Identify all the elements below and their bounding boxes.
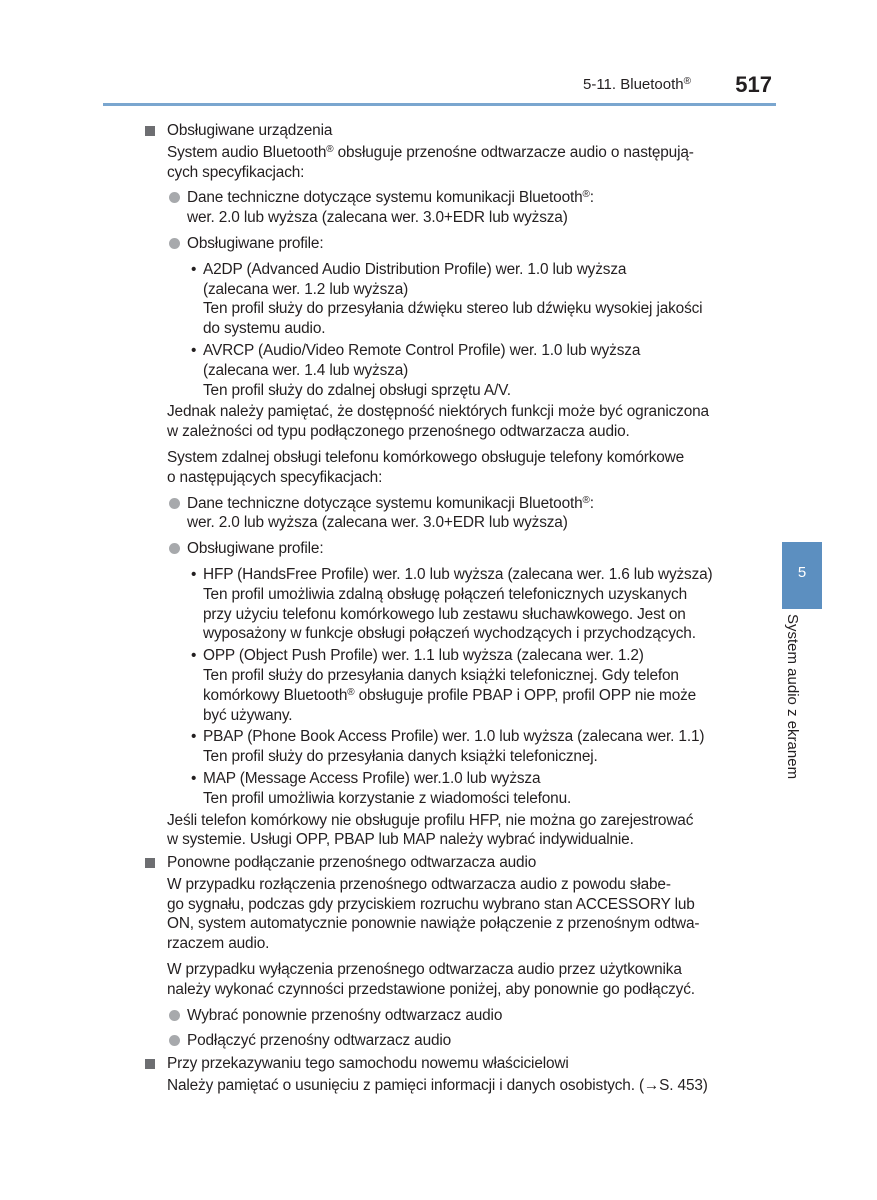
circle-bullet-icon bbox=[169, 1010, 180, 1021]
text-line: Ten profil umożliwia korzystanie z wiadomości telefonu. bbox=[203, 789, 572, 807]
sub-bullet-icon: • bbox=[191, 341, 197, 359]
list-item bbox=[145, 1006, 765, 1026]
sub-list-item bbox=[145, 341, 765, 400]
text-line: Ten profil umożliwia zdalną obsługę połączeń telefonicznych uzyskanych bbox=[203, 585, 687, 603]
list-item bbox=[145, 188, 765, 228]
page-content bbox=[145, 118, 765, 1096]
square-bullet-icon bbox=[145, 858, 155, 868]
text-line: Jeśli telefon komórkowy nie obsługuje profilu HFP, nie można go zarejestrować bbox=[167, 811, 694, 829]
text-line: wer. 2.0 lub wyższa (zalecana wer. 3.0+EDR lub wyższa) bbox=[187, 514, 568, 532]
text-line: Ten profil służy do zdalnej obsługi sprzętu A/V. bbox=[203, 381, 511, 399]
text-line: Ten profil służy do przesyłania danych książki telefonicznej. bbox=[203, 748, 598, 766]
square-bullet-icon bbox=[145, 126, 155, 136]
text-line: W przypadku wyłączenia przenośnego odtwarzacza audio przez użytkownika bbox=[167, 961, 682, 979]
text-line: AVRCP (Audio/Video Remote Control Profile) wer. 1.0 lub wyższa bbox=[203, 341, 641, 359]
sub-list-item bbox=[145, 565, 765, 644]
circle-bullet-icon bbox=[169, 1035, 180, 1046]
section-heading bbox=[145, 121, 765, 141]
paragraph bbox=[145, 811, 765, 851]
sub-list-item bbox=[145, 727, 765, 767]
text-line: (zalecana wer. 1.2 lub wyższa) bbox=[203, 280, 409, 298]
registered-mark: ® bbox=[582, 189, 590, 201]
sub-bullet-icon: • bbox=[191, 728, 197, 746]
text-line: Ten profil służy do przesyłania danych książki telefonicznej. Gdy telefon bbox=[203, 666, 679, 684]
text-line: Wybrać ponownie przenośny odtwarzacz audio bbox=[187, 1006, 503, 1024]
text-line: obsługuje przenośne odtwarzacze audio o następują- bbox=[333, 143, 694, 161]
text-line: System zdalnej obsługi telefonu komórkowego obsługuje telefony komórkowe bbox=[167, 448, 685, 466]
list-item bbox=[145, 539, 765, 559]
sub-list-item bbox=[145, 769, 765, 809]
text-line: wyposażony w funkcje obsługi połączeń wychodzących i przychodzących. bbox=[203, 625, 696, 643]
section-heading bbox=[145, 1054, 765, 1074]
text-line: w systemie. Usługi OPP, PBAP lub MAP należy wybrać indywidualnie. bbox=[167, 831, 634, 849]
text-line: Dane techniczne dotyczące systemu komunikacji Bluetooth bbox=[187, 494, 583, 512]
circle-bullet-icon bbox=[169, 543, 180, 554]
text-line: komórkowy Bluetooth bbox=[203, 686, 348, 704]
text-line: A2DP (Advanced Audio Distribution Profile) wer. 1.0 lub wyższa bbox=[203, 260, 627, 278]
text-line: rzaczem audio. bbox=[167, 935, 270, 953]
paragraph bbox=[145, 960, 765, 1000]
text-line: wer. 2.0 lub wyższa (zalecana wer. 3.0+EDR lub wyższa) bbox=[187, 209, 568, 227]
square-bullet-icon bbox=[145, 1059, 155, 1069]
chapter-title: System audio z ekranem bbox=[784, 614, 801, 780]
registered-mark: ® bbox=[683, 76, 691, 87]
registered-mark: ® bbox=[347, 686, 355, 698]
page-number: 517 bbox=[735, 72, 772, 97]
text-line: być używany. bbox=[203, 706, 293, 724]
running-header bbox=[583, 76, 691, 93]
paragraph bbox=[145, 143, 765, 183]
registered-mark: ® bbox=[326, 143, 334, 155]
circle-bullet-icon bbox=[169, 498, 180, 509]
text-line: Obsługiwane profile: bbox=[187, 234, 324, 252]
registered-mark: ® bbox=[582, 494, 590, 506]
sub-list-item bbox=[145, 260, 765, 339]
paragraph bbox=[145, 448, 765, 488]
paragraph bbox=[145, 1076, 765, 1096]
paragraph bbox=[145, 875, 765, 954]
text-line: należy wykonać czynności przedstawione poniżej, aby ponownie go podłączyć. bbox=[167, 980, 695, 998]
text-line: MAP (Message Access Profile) wer.1.0 lub wyższa bbox=[203, 769, 541, 787]
text-line: Obsługiwane profile: bbox=[187, 540, 324, 558]
circle-bullet-icon bbox=[169, 192, 180, 203]
chapter-tab bbox=[782, 542, 822, 609]
section-label: 5-11. Bluetooth bbox=[582, 76, 684, 93]
text-line: (zalecana wer. 1.4 lub wyższa) bbox=[203, 361, 409, 379]
sub-bullet-icon: • bbox=[191, 769, 197, 787]
paragraph bbox=[145, 402, 765, 442]
text-line: HFP (HandsFree Profile) wer. 1.0 lub wyższa (zalecana wer. 1.6 lub wyższa) bbox=[203, 565, 713, 583]
section-title: Ponowne podłączanie przenośnego odtwarzacza audio bbox=[167, 854, 537, 872]
text-line: W przypadku rozłączenia przenośnego odtwarzacza audio z powodu słabe- bbox=[167, 875, 671, 893]
list-item bbox=[145, 494, 765, 534]
chapter-number: 5 bbox=[797, 564, 807, 581]
text-line: o następujących specyfikacjach: bbox=[167, 468, 383, 486]
text-line: OPP (Object Push Profile) wer. 1.1 lub wyższa (zalecana wer. 1.2) bbox=[203, 647, 644, 665]
section-title: Obsługiwane urządzenia bbox=[167, 122, 333, 139]
text-line: System audio Bluetooth bbox=[167, 143, 327, 161]
sub-bullet-icon: • bbox=[191, 647, 197, 665]
section-title: Przy przekazywaniu tego samochodu nowemu właścicielowi bbox=[167, 1055, 569, 1073]
text-line: Dane techniczne dotyczące systemu komunikacji Bluetooth bbox=[187, 189, 583, 207]
section-heading bbox=[145, 853, 765, 873]
text-line: Jednak należy pamiętać, że dostępność niektórych funkcji może być ograniczona bbox=[167, 403, 709, 421]
circle-bullet-icon bbox=[169, 238, 180, 249]
text-line: cych specyfikacjach: bbox=[167, 163, 305, 181]
text-line: obsługuje profile PBAP i OPP, profil OPP nie może bbox=[354, 686, 697, 704]
text-line: Ten profil służy do przesyłania dźwięku stereo lub dźwięku wysokiej jakości bbox=[203, 300, 703, 318]
list-item bbox=[145, 234, 765, 254]
text-line: w zależności od typu podłączonego przenośnego odtwarzacza audio. bbox=[167, 423, 630, 441]
text-line: go sygnału, podczas gdy przyciskiem rozruchu wybrano stan ACCESSORY lub bbox=[167, 895, 695, 913]
text-line: ON, system automatycznie ponownie nawiąże połączenie z przenośnym odtwa- bbox=[167, 915, 700, 933]
text-line: PBAP (Phone Book Access Profile) wer. 1.0 lub wyższa (zalecana wer. 1.1) bbox=[203, 728, 705, 746]
text-line: Należy pamiętać o usunięciu z pamięci informacji i danych osobistych. (→S. 453) bbox=[167, 1077, 708, 1095]
text-line: przy użyciu telefonu komórkowego lub zestawu słuchawkowego. Jest on bbox=[203, 605, 686, 623]
text-line: Podłączyć przenośny odtwarzacz audio bbox=[187, 1032, 452, 1050]
text-line: do systemu audio. bbox=[203, 320, 326, 338]
sub-list-item bbox=[145, 646, 765, 725]
header-rule bbox=[103, 103, 776, 106]
sub-bullet-icon: • bbox=[191, 565, 197, 583]
text-line: : bbox=[589, 189, 594, 207]
sub-bullet-icon: • bbox=[191, 260, 197, 278]
list-item bbox=[145, 1031, 765, 1051]
text-line: : bbox=[589, 494, 594, 512]
